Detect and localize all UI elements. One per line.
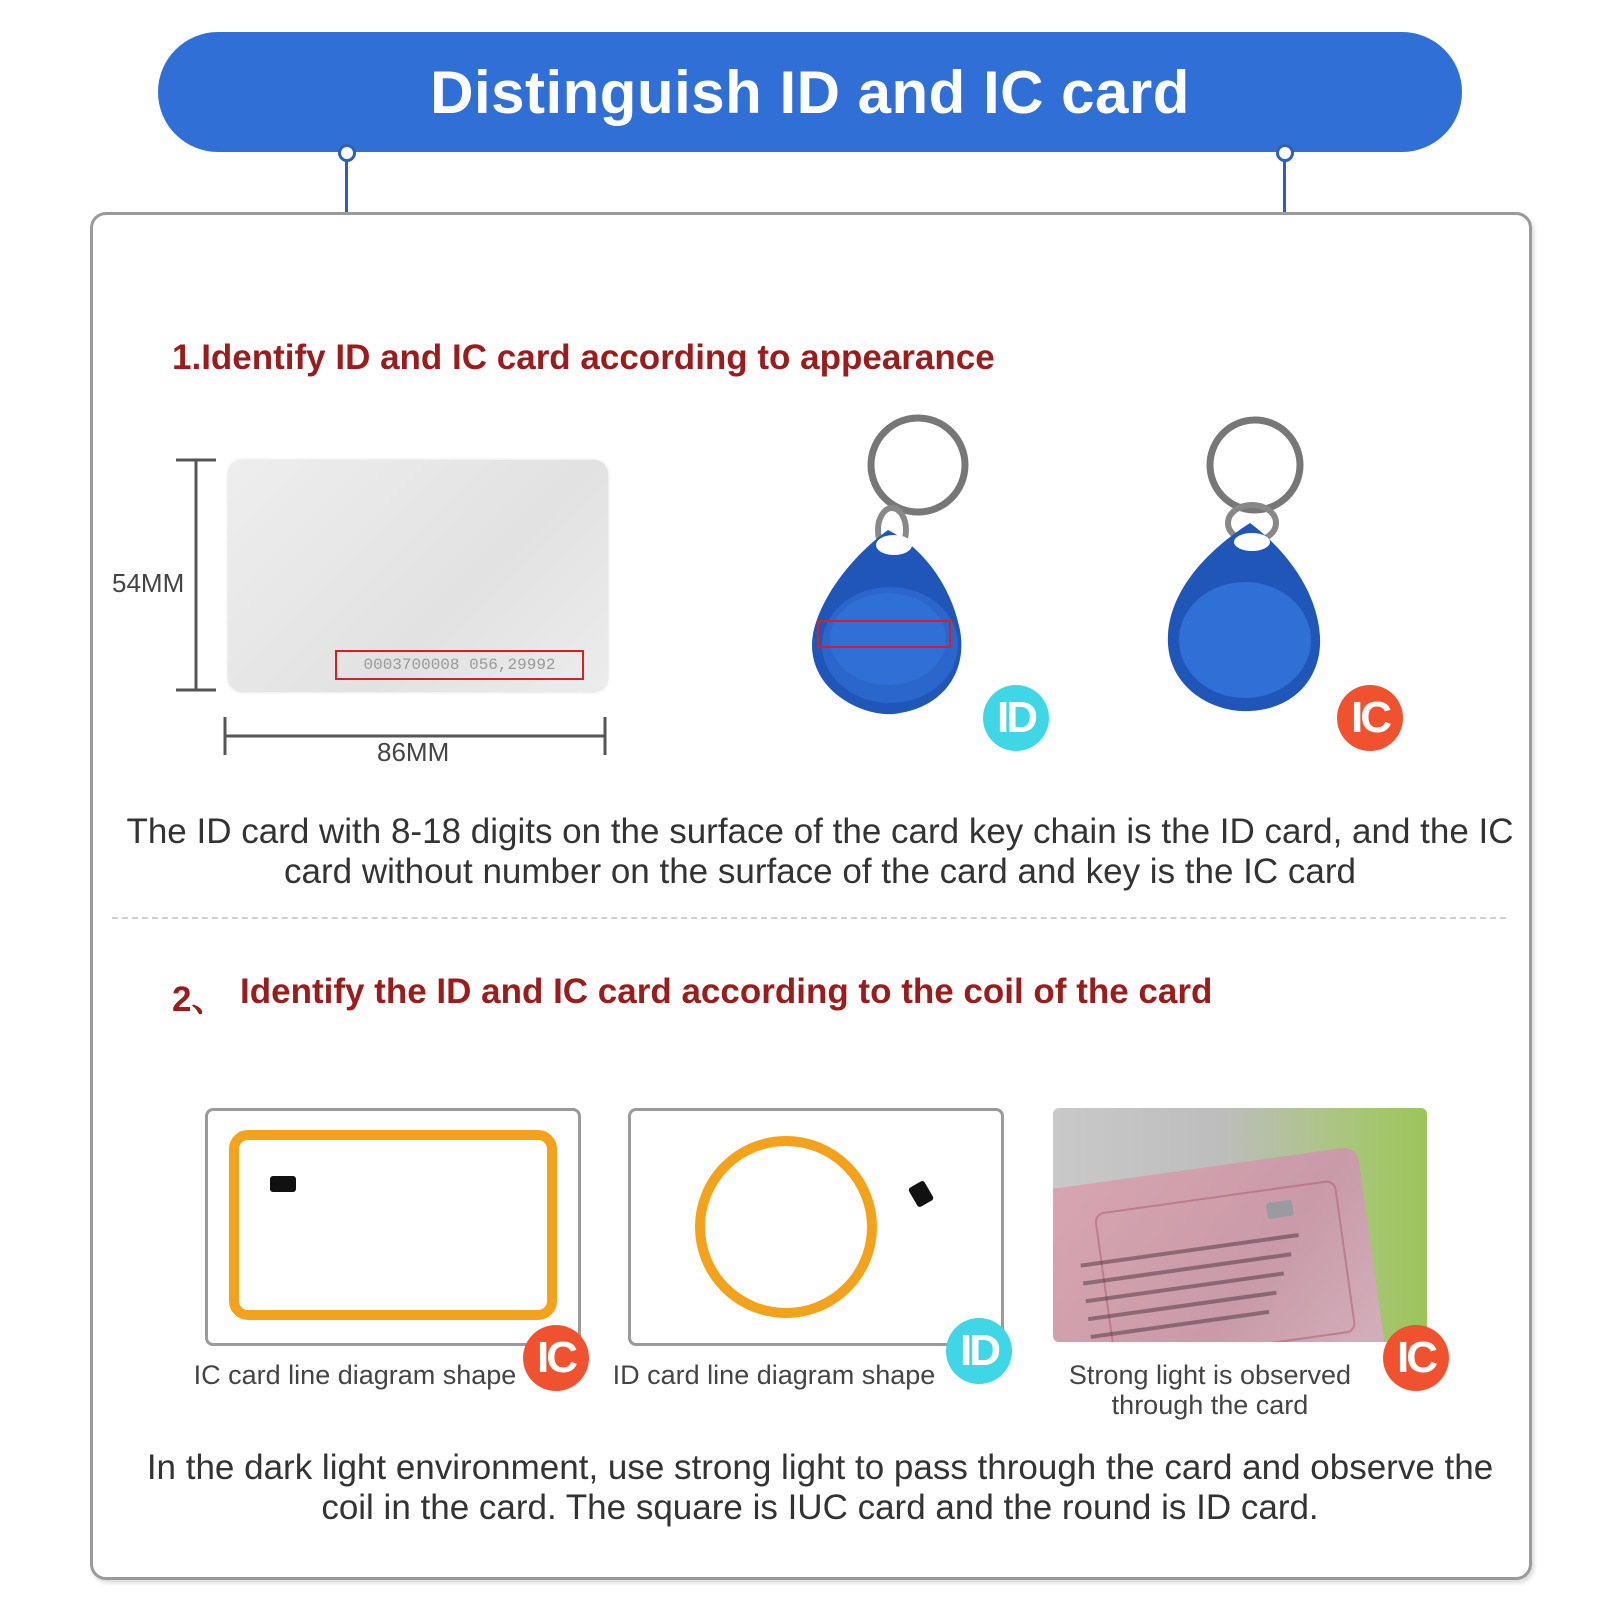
section2-heading: Identify the ID and IC card according to the coil of the card bbox=[240, 972, 1213, 1011]
section-divider bbox=[112, 917, 1506, 919]
card-number-box bbox=[335, 650, 584, 680]
light-caption-line1: Strong light is observed bbox=[1068, 1360, 1352, 1390]
id-badge-icon: ID bbox=[983, 685, 1049, 751]
card-width-label: 86MM bbox=[377, 737, 450, 767]
round-coil-shape bbox=[631, 1111, 1001, 1343]
title-banner bbox=[158, 32, 1462, 152]
card-height-label: 54MM bbox=[112, 568, 185, 598]
banner-hanger-right-ring bbox=[1276, 144, 1294, 162]
ic-badge-icon: IC bbox=[1337, 685, 1403, 751]
ic-badge-icon: IC bbox=[1383, 1325, 1449, 1391]
section2-description: In the dark light environment, use strong light to pass through the card and observe the coil in the card. The square is IUC card and the round is ID card. bbox=[146, 1448, 1494, 1527]
ic-keyfob-image bbox=[1150, 415, 1350, 725]
light-caption-line2: through the card bbox=[1111, 1390, 1309, 1420]
light-through-card-photo bbox=[1053, 1108, 1427, 1342]
card-number: 0003700008 056,29992 bbox=[363, 656, 556, 674]
page-title: Distinguish ID and IC card bbox=[430, 58, 1190, 126]
ic-badge-icon: IC bbox=[523, 1325, 589, 1391]
square-coil-shape bbox=[208, 1111, 578, 1343]
banner-hanger-left-ring bbox=[338, 144, 356, 162]
pink-card bbox=[1053, 1146, 1386, 1342]
ic-coil-diagram bbox=[205, 1108, 581, 1346]
section2-heading-number: 2、 bbox=[172, 980, 227, 1019]
id-coil-diagram bbox=[628, 1108, 1004, 1346]
section1-description: The ID card with 8-18 digits on the surface of the card key chain is the ID card, and the IC card without number on the surface of the card and key is the IC card bbox=[126, 812, 1514, 891]
id-diagram-caption: ID card line diagram shape bbox=[612, 1360, 936, 1390]
id-badge-icon: ID bbox=[946, 1318, 1012, 1384]
section1-heading: 1.Identify ID and IC card according to appearance bbox=[172, 338, 995, 377]
id-keyfob-image bbox=[800, 415, 1000, 725]
ic-diagram-caption: IC card line diagram shape bbox=[193, 1360, 517, 1390]
